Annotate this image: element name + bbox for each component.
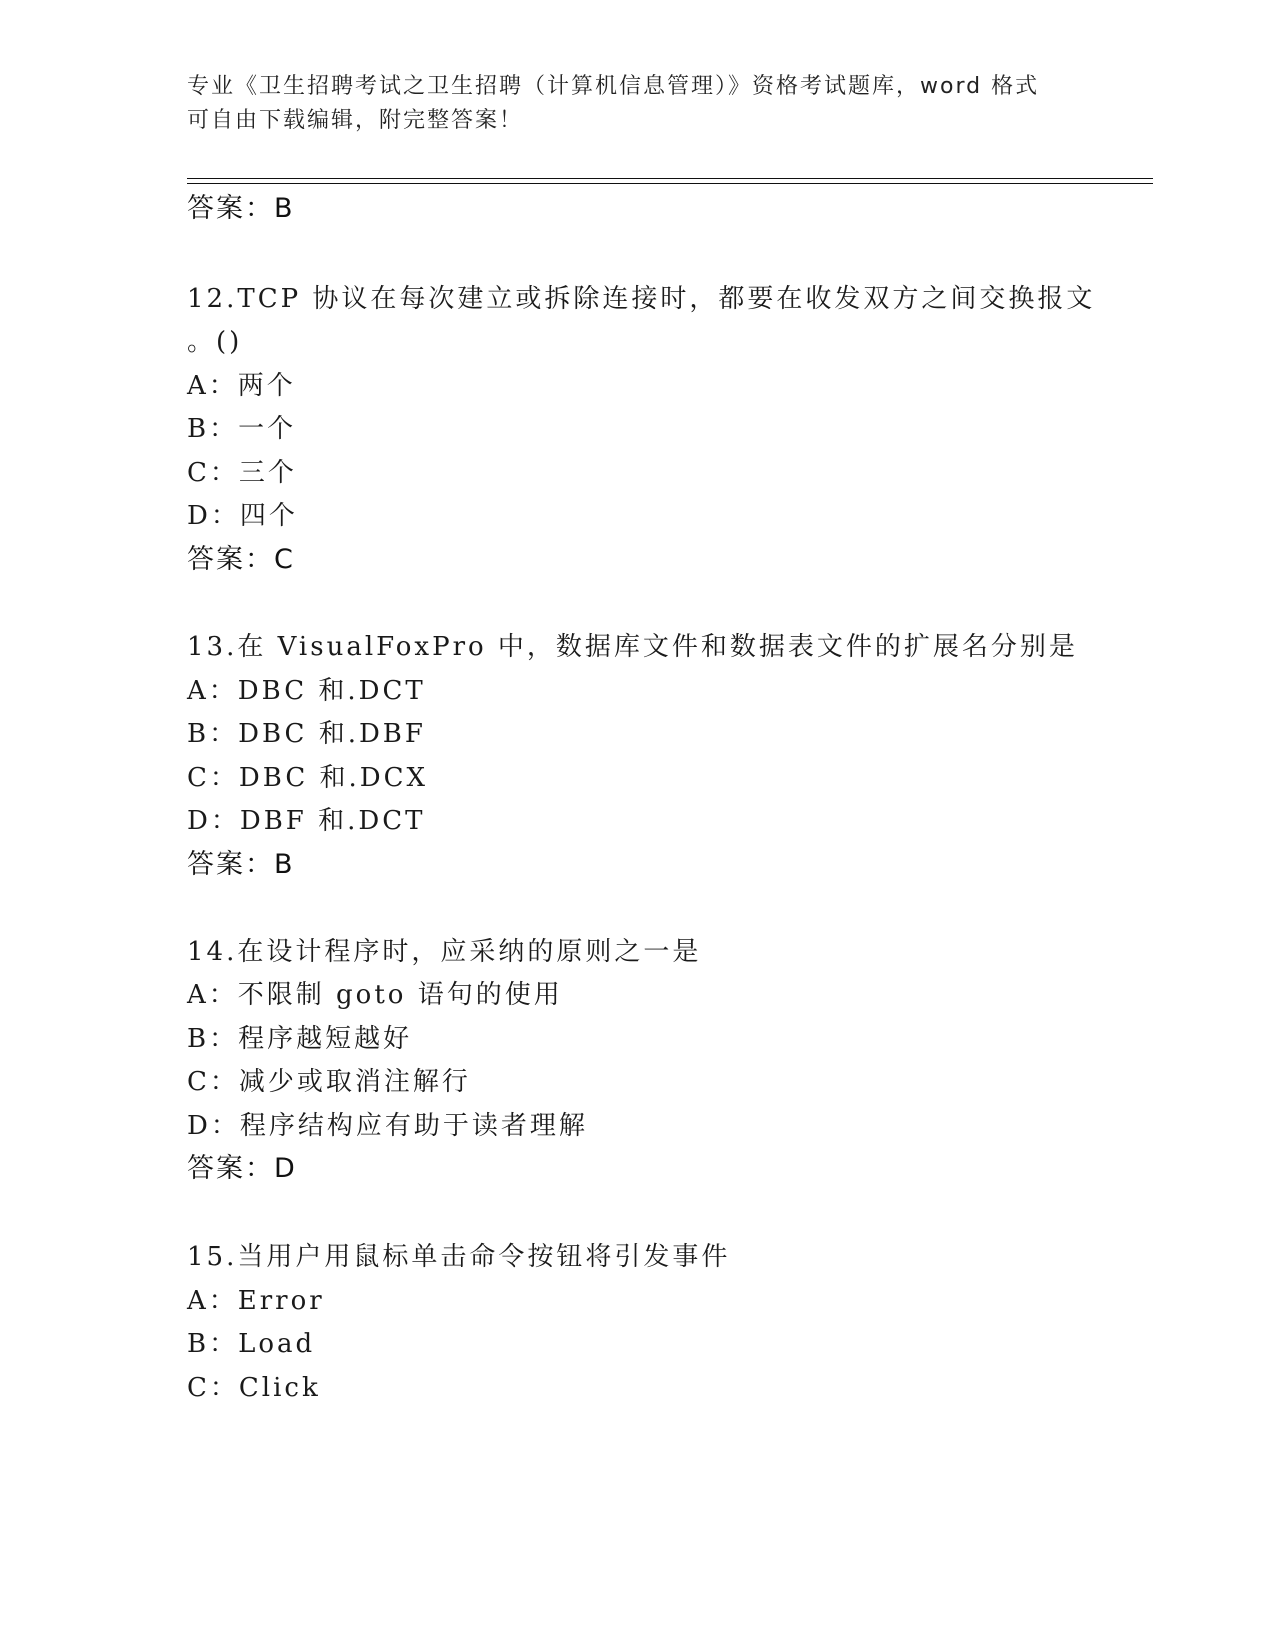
question-12-stem-cont: 。() — [187, 327, 243, 357]
question-12-option-b: B：一个 — [187, 414, 297, 444]
question-12-option-a: A：两个 — [187, 371, 296, 401]
header-line-1: 专业《卫生招聘考试之卫生招聘（计算机信息管理）》资格考试题库，word 格式 — [187, 74, 1040, 99]
question-12-option-c: C：三个 — [187, 458, 297, 488]
question-13-stem: 13.在 VisualFoxPro 中，数据库文件和数据表文件的扩展名分别是 — [187, 632, 1078, 662]
question-13-option-c: C：DBC 和.DCX — [187, 763, 429, 793]
question-12-answer: 答案：C — [187, 544, 295, 575]
question-13-option-d: D：DBF 和.DCT — [187, 806, 426, 836]
question-14-stem: 14.在设计程序时，应采纳的原则之一是 — [187, 937, 702, 967]
question-14-option-a: A：不限制 goto 语句的使用 — [187, 980, 563, 1010]
question-14-option-d: D：程序结构应有助于读者理解 — [187, 1111, 588, 1141]
question-15-option-b: B：Load — [187, 1329, 316, 1359]
header-line-2: 可自由下载编辑，附完整答案！ — [187, 108, 524, 133]
answer-prev: 答案：B — [187, 193, 295, 224]
question-14-answer: 答案：D — [187, 1153, 297, 1184]
question-15-option-a: A：Error — [187, 1286, 325, 1316]
header-divider-top — [187, 178, 1153, 179]
question-13-option-a: A：DBC 和.DCT — [187, 676, 426, 706]
question-12-stem: 12.TCP 协议在每次建立或拆除连接时，都要在收发双方之间交换报文 — [187, 284, 1096, 314]
question-15-stem: 15.当用户用鼠标单击命令按钮将引发事件 — [187, 1242, 731, 1272]
question-12-option-d: D：四个 — [187, 501, 298, 531]
question-15-option-c: C：Click — [187, 1373, 321, 1403]
question-13-option-b: B：DBC 和.DBF — [187, 719, 426, 749]
header-divider-bottom — [187, 183, 1153, 184]
question-14-option-b: B：程序越短越好 — [187, 1024, 413, 1054]
question-13-answer: 答案：B — [187, 849, 295, 880]
question-14-option-c: C：减少或取消注解行 — [187, 1067, 471, 1097]
document-header-note — [187, 70, 1087, 138]
